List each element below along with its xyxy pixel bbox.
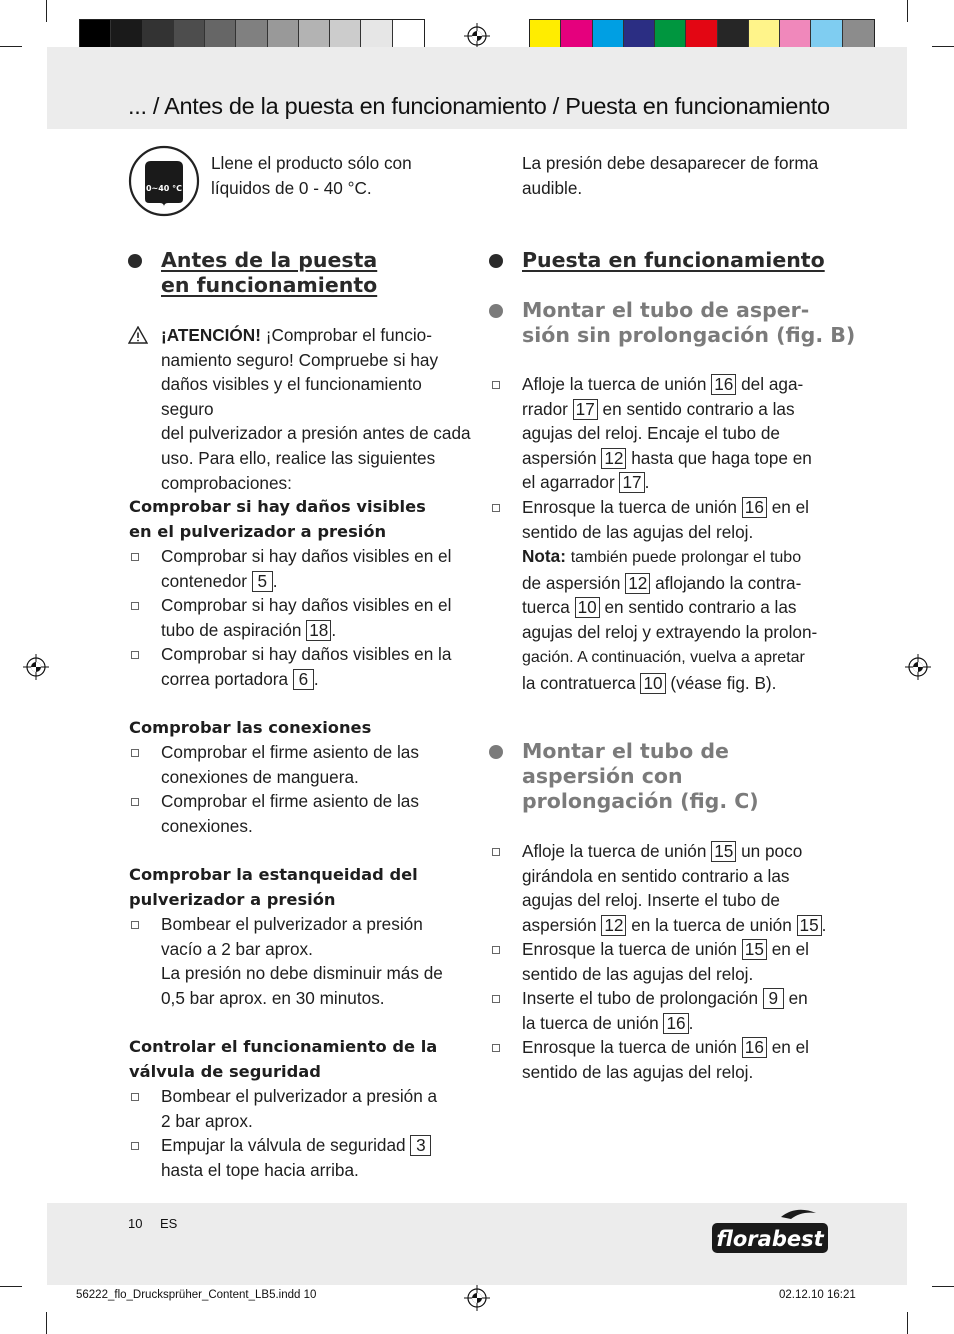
- language-code: ES: [160, 1216, 178, 1231]
- section-heading-without-extension: Montar el tubo de asper- sión sin prolongación (fig. B): [522, 298, 855, 348]
- bullet-icon: [489, 745, 503, 759]
- part-number: 17: [619, 472, 644, 493]
- checkbox-bullet-icon: [131, 798, 139, 806]
- thermometer-icon: [128, 145, 200, 217]
- subheading-safety-valve: Controlar el funcionamiento de la válvula de seguridad: [129, 1037, 438, 1081]
- list-item: Bombear el pulverizador a presión a 2 bar aprox.: [161, 1084, 437, 1133]
- note-paragraph: Nota: también puede prolongar el tubo de aspersión 12 aflojando la contra- tuerca 10 en sentido contrario a las agujas del reloj y extrayendo la prolon- gación. A continuación, vuelva a apretar la contratuerca 10 (véase fig. B).: [522, 546, 818, 693]
- subheading-connections: Comprobar las conexiones: [129, 718, 372, 737]
- list-item: Enrosque la tuerca de unión 15 en el sentido de las agujas del reloj.: [522, 937, 809, 986]
- part-number: 16: [742, 497, 767, 518]
- checkbox-bullet-icon: [131, 553, 139, 561]
- list-item: Comprobar si hay daños visibles en la correa portadora 6 .: [161, 642, 451, 691]
- part-number: 3: [410, 1135, 431, 1156]
- file-slug: 56222_flo_Drucksprüher_Content_LB5.indd 10: [76, 1289, 317, 1301]
- list-item: Comprobar si hay daños visibles en el contenedor 5 .: [161, 544, 451, 593]
- list-item: Bombear el pulverizador a presión vacío a 2 bar aprox. La presión no debe disminuir más de 0,5 bar aprox. en 30 minutos.: [161, 912, 443, 1010]
- warning-paragraph: ¡ATENCIÓN! ¡Comprobar el funcio- namiento seguro! Compruebe si hay daños visibles y el funcionamiento seguro del pulverizador a presión antes de cada uso. Para ello, realice las siguientes comprobaciones:: [161, 325, 471, 493]
- page-title: ... / Antes de la puesta en funcionamiento / Puesta en funcionamiento: [128, 93, 830, 119]
- checkbox-bullet-icon: [131, 921, 139, 929]
- list-item: Comprobar el firme asiento de las conexiones de manguera.: [161, 740, 419, 789]
- list-item: Enrosque la tuerca de unión 16 en el sentido de las agujas del reloj.: [522, 1035, 809, 1084]
- part-number: 10: [640, 673, 665, 694]
- intro-right-text: La presión debe desaparecer de forma audible.: [522, 153, 819, 198]
- page-number: 10: [128, 1216, 143, 1231]
- date-slug: 02.12.10 16:21: [779, 1289, 856, 1301]
- checkbox-bullet-icon: [492, 848, 500, 856]
- part-number: 6: [293, 669, 314, 690]
- list-item: Comprobar el firme asiento de las conexiones.: [161, 789, 419, 838]
- list-item: Empujar la válvula de seguridad 3 hasta el tope hacia arriba.: [161, 1133, 431, 1182]
- subheading-tightness: Comprobar la estanqueidad del pulverizador a presión: [129, 865, 418, 909]
- checkbox-bullet-icon: [131, 1142, 139, 1150]
- part-number: 12: [601, 448, 626, 469]
- intro-left-text: Llene el producto sólo con líquidos de 0 - 40 °C.: [211, 153, 412, 198]
- subheading-visible-damage: Comprobar si hay daños visibles en el pulverizador a presión: [129, 497, 426, 541]
- registration-mark-icon: [905, 654, 931, 680]
- checkbox-bullet-icon: [131, 749, 139, 757]
- bullet-icon: [489, 254, 503, 268]
- part-number: 17: [573, 399, 598, 420]
- list-item: Afloje la tuerca de unión 16 del aga- rrador 17 en sentido contrario a las agujas del reloj. Encaje el tubo de aspersión 12 hasta que haga tope en el agarrador 17 .: [522, 372, 812, 495]
- part-number: 9: [763, 988, 784, 1009]
- checkbox-bullet-icon: [492, 946, 500, 954]
- list-item: Afloje la tuerca de unión 15 un poco girándola en sentido contrario a las agujas del reloj. Inserte el tubo de aspersión 12 en la tuerca de unión 15 .: [522, 839, 826, 937]
- part-number: 16: [663, 1013, 688, 1034]
- florabest-logo: [711, 1207, 829, 1255]
- list-item: Enrosque la tuerca de unión 16 en el sentido de las agujas del reloj.: [522, 495, 809, 544]
- registration-mark-icon: [464, 23, 490, 49]
- checkbox-bullet-icon: [492, 504, 500, 512]
- list-item: Comprobar si hay daños visibles en el tubo de aspiración 18 .: [161, 593, 451, 642]
- part-number: 12: [625, 573, 650, 594]
- section-heading-operation: Puesta en funcionamiento: [522, 248, 825, 273]
- part-number: 15: [797, 915, 822, 936]
- section-heading-before-operation: Antes de la puesta en funcionamiento: [161, 248, 377, 298]
- warning-icon: [128, 326, 148, 344]
- part-number: 15: [711, 841, 736, 862]
- registration-mark-icon: [464, 1285, 490, 1311]
- checkbox-bullet-icon: [492, 381, 500, 389]
- part-number: 15: [742, 939, 767, 960]
- part-number: 5: [252, 571, 273, 592]
- part-number: 10: [575, 597, 600, 618]
- part-number: 16: [711, 374, 736, 395]
- bullet-icon: [489, 304, 503, 318]
- part-number: 16: [742, 1037, 767, 1058]
- checkbox-bullet-icon: [131, 651, 139, 659]
- checkbox-bullet-icon: [131, 1093, 139, 1101]
- checkbox-bullet-icon: [492, 995, 500, 1003]
- temp-range-label: 0~40 °C: [145, 184, 183, 193]
- checkbox-bullet-icon: [492, 1044, 500, 1052]
- part-number: 12: [601, 915, 626, 936]
- bullet-icon: [128, 254, 142, 268]
- section-heading-with-extension: Montar el tubo de aspersión con prolongación (fig. C): [522, 739, 759, 814]
- list-item: Inserte el tubo de prolongación 9 en la tuerca de unión 16 .: [522, 986, 808, 1035]
- registration-mark-icon: [23, 654, 49, 680]
- checkbox-bullet-icon: [131, 602, 139, 610]
- logo-brand-text: florabest: [716, 1227, 824, 1251]
- part-number: 18: [306, 620, 331, 641]
